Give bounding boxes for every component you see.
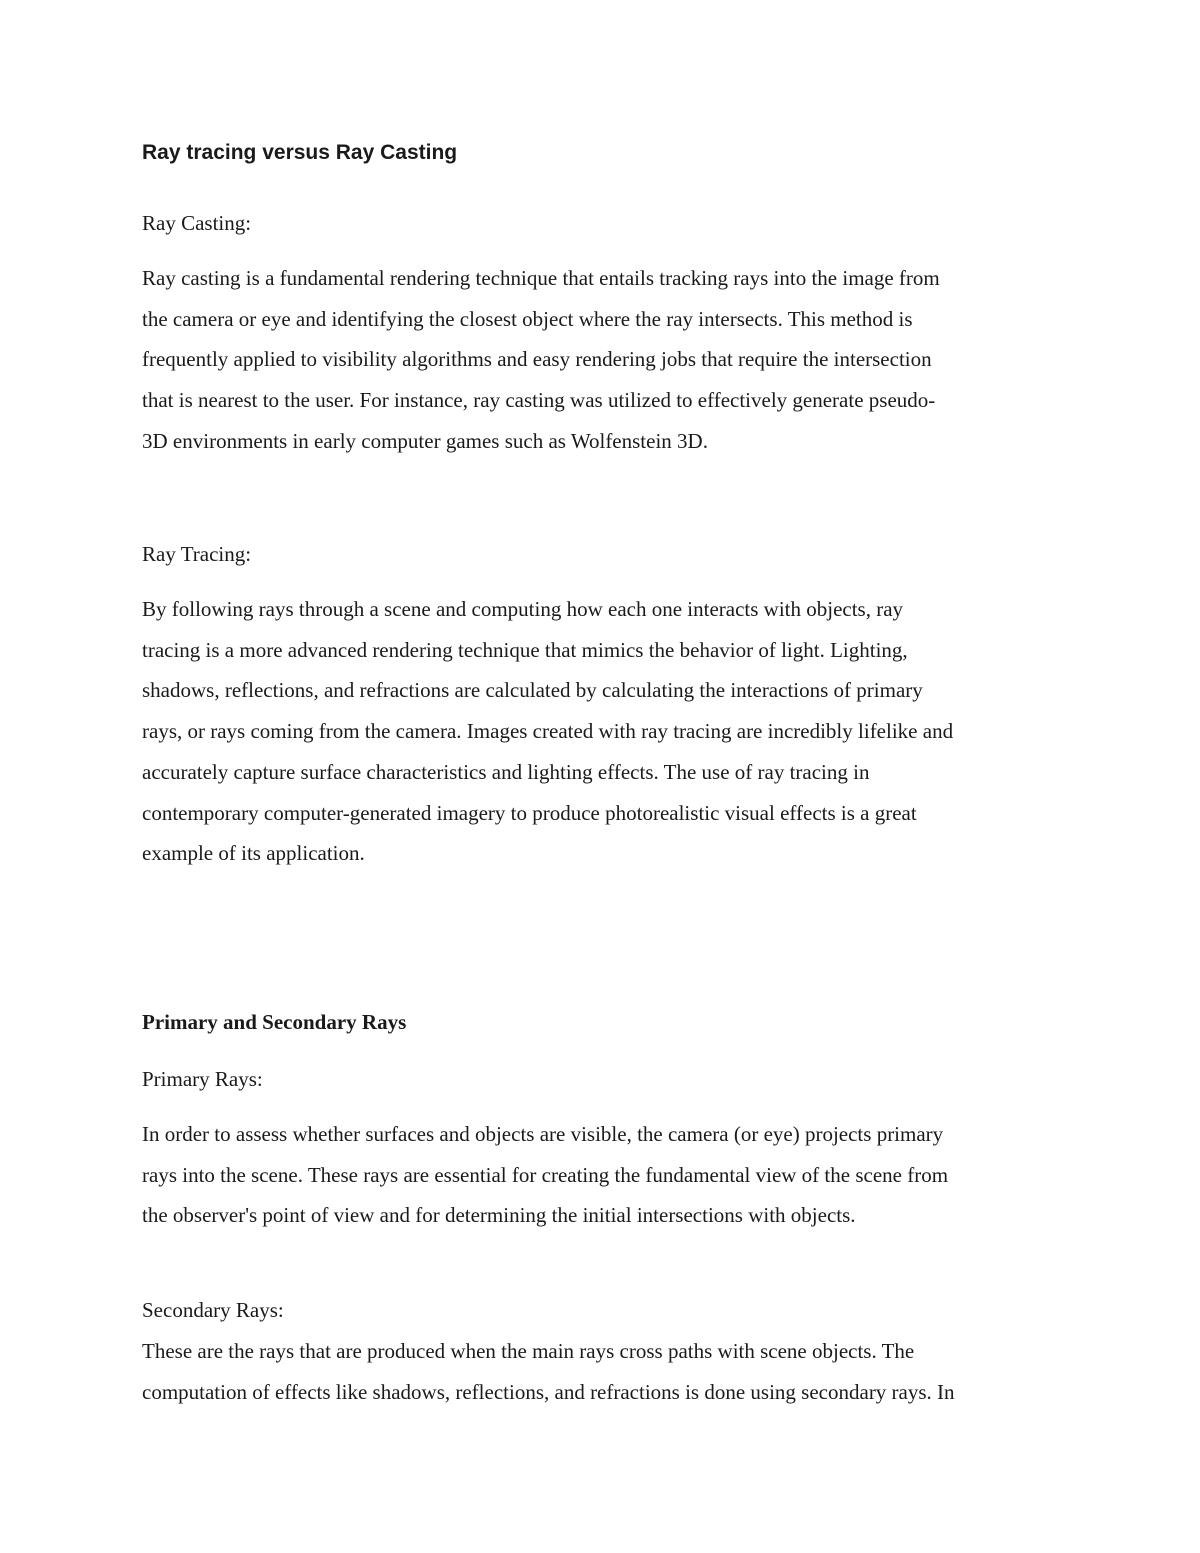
paragraph-line: 3D environments in early computer games such as Wolfenstein 3D. xyxy=(142,428,708,453)
paragraph-line: Ray casting is a fundamental rendering technique that entails tracking rays into the image from xyxy=(142,266,940,290)
paragraph-line: contemporary computer-generated imagery to produce photorealistic visual effects is a great xyxy=(142,800,917,825)
ray-tracing-paragraph xyxy=(142,589,1060,874)
paragraph-line: By following rays through a scene and computing how each one interacts with objects, ray xyxy=(142,597,904,621)
paragraph-line: rays into the scene. These rays are essential for creating the fundamental view of the scene from xyxy=(142,1162,949,1187)
paragraph-line: accurately capture surface characteristics and lighting effects. The use of ray tracing in xyxy=(142,759,870,784)
secondary-rays-label: Secondary Rays: xyxy=(142,1298,284,1322)
paragraph-line: example of its application. xyxy=(142,841,365,866)
paragraph-line: shadows, reflections, and refractions are calculated by calculating the interactions of primary xyxy=(142,678,923,703)
ray-casting-paragraph xyxy=(142,258,1060,462)
paragraph-line: that is nearest to the user. For instance, ray casting was utilized to effectively generate pseudo- xyxy=(142,388,936,413)
section-title-ray-tracing-vs-casting: Ray tracing versus Ray Casting xyxy=(142,141,458,164)
paragraph-line: computation of effects like shadows, reflections, and refractions is done using secondary rays. In xyxy=(142,1379,955,1404)
paragraph-line: the camera or eye and identifying the closest object where the ray intersects. This method is xyxy=(142,306,913,331)
section-title-primary-secondary-rays: Primary and Secondary Rays xyxy=(142,1010,407,1034)
secondary-rays-paragraph xyxy=(142,1331,1060,1412)
primary-rays-paragraph xyxy=(142,1114,1060,1236)
paragraph-line: rays, or rays coming from the camera. Images created with ray tracing are incredibly lifelike and xyxy=(142,719,954,744)
paragraph-line: tracing is a more advanced rendering technique that mimics the behavior of light. Lighting, xyxy=(142,637,908,662)
paragraph-line: These are the rays that are produced when the main rays cross paths with scene objects. The xyxy=(142,1339,915,1363)
primary-rays-label: Primary Rays: xyxy=(142,1067,263,1091)
ray-tracing-label: Ray Tracing: xyxy=(142,542,252,566)
paragraph-line: In order to assess whether surfaces and objects are visible, the camera (or eye) projects primary xyxy=(142,1122,944,1146)
ray-casting-label: Ray Casting: xyxy=(142,211,252,235)
paragraph-line: the observer's point of view and for determining the initial intersections with objects. xyxy=(142,1203,856,1228)
paragraph-line: frequently applied to visibility algorithms and easy rendering jobs that require the intersection xyxy=(142,347,932,372)
